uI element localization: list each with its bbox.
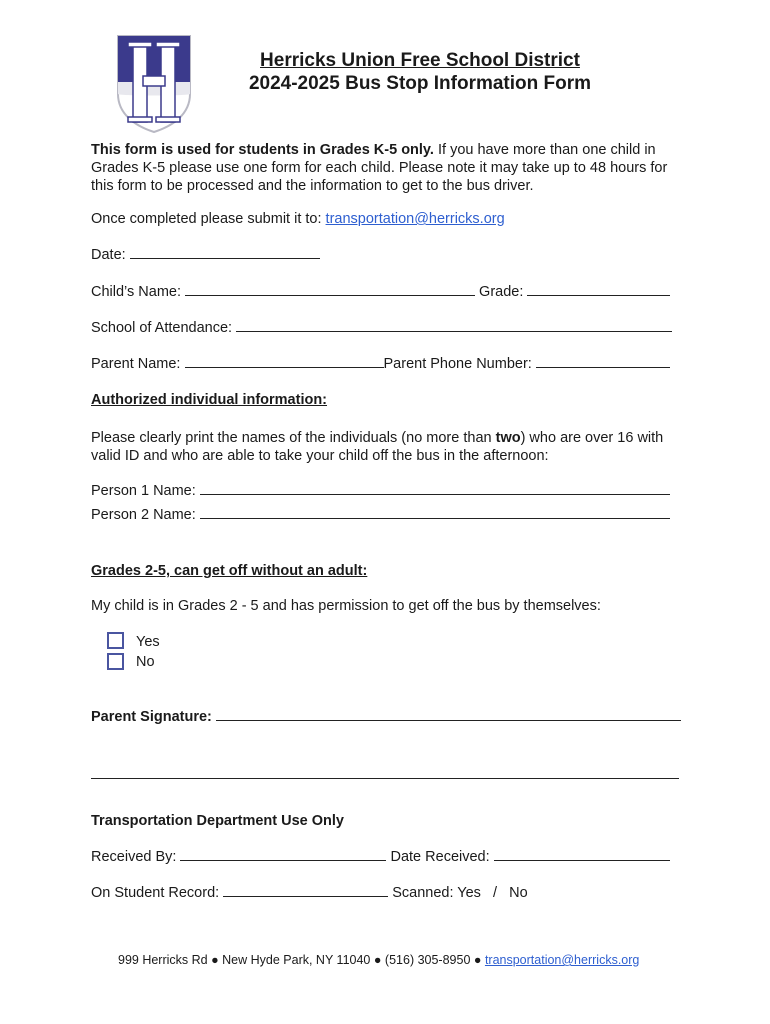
authorized-text-before: Please clearly print the names of the individuals (no more than — [91, 430, 496, 446]
person1-label: Person 1 Name: — [91, 483, 200, 499]
parent-field — [91, 356, 670, 372]
date-field — [91, 247, 320, 263]
grade-input-line[interactable] — [527, 294, 670, 296]
date-label: Date: — [91, 247, 130, 263]
child-name-label: Child’s Name: — [91, 284, 186, 300]
person1-field — [91, 483, 670, 499]
footer-phone: (516) 305-8950 — [384, 953, 471, 967]
grades25-statement: My child is in Grades 2 - 5 and has permission to get off the bus by themselves: — [91, 598, 601, 614]
footer-bullet-2: ● — [373, 953, 382, 967]
parent-name-input-line[interactable] — [185, 366, 384, 368]
submit-email-link[interactable]: transportation@herricks.org — [325, 211, 505, 227]
person2-field — [91, 507, 670, 523]
parent-name-label: Parent Name: — [91, 356, 185, 372]
signature-label: Parent Signature: — [91, 709, 216, 725]
parent-phone-label: Parent Phone Number: — [383, 356, 536, 372]
footer-email-link[interactable]: transportation@herricks.org — [484, 953, 640, 967]
parent-phone-input-line[interactable] — [536, 366, 670, 368]
on-student-record-input-line[interactable] — [223, 895, 388, 897]
school-label: School of Attendance: — [91, 320, 237, 336]
authorized-text-bold: two — [495, 430, 521, 446]
received-by-input-line[interactable] — [180, 859, 386, 861]
received-field — [91, 849, 670, 865]
footer-city: New Hyde Park, NY 11040 — [222, 953, 371, 967]
transport-heading: Transportation Department Use Only — [91, 813, 344, 829]
school-field — [91, 320, 672, 336]
intro-paragraph — [91, 141, 691, 195]
child-name-input-line[interactable] — [185, 294, 475, 296]
no-checkbox[interactable] — [107, 653, 124, 670]
child-name-field — [91, 284, 670, 300]
on-student-record-label: On Student Record: — [91, 885, 224, 901]
date-received-label: Date Received: — [386, 849, 494, 865]
authorized-heading: Authorized individual information: — [91, 392, 328, 408]
footer-bullet-3: ● — [473, 953, 482, 967]
footer — [118, 953, 639, 967]
signature-field — [91, 709, 681, 725]
grades25-heading: Grades 2-5, can get off without an adult: — [91, 563, 368, 579]
submit-label: Once completed please submit it to: — [91, 211, 326, 227]
form-title-line2: 2024-2025 Bus Stop Information Form — [248, 73, 592, 94]
person1-input-line[interactable] — [200, 493, 670, 495]
separator-line — [91, 778, 679, 779]
received-by-label: Received By: — [91, 849, 181, 865]
intro-rest: If you have more than one child in Grades K-5 please use one form for each child. Please note it may take up to 48 hours for this form to be processed and the information to get to the bus driver. — [91, 142, 668, 194]
person2-label: Person 2 Name: — [91, 507, 200, 523]
grade-label: Grade: — [475, 284, 528, 300]
yes-label: Yes — [136, 634, 160, 650]
intro-bold: This form is used for students in Grades K-5 only. — [91, 142, 434, 158]
no-label: No — [136, 654, 155, 670]
person2-input-line[interactable] — [200, 517, 670, 519]
scanned-label: Scanned: Yes / No — [388, 885, 528, 901]
date-received-input-line[interactable] — [494, 859, 670, 861]
authorized-text-after: ) who are over 16 with valid ID and who are able to take your child off the bus in the afternoon: — [91, 430, 664, 464]
submit-line — [91, 211, 505, 227]
form-title-line1: Herricks Union Free School District — [260, 50, 580, 71]
footer-bullet-1: ● — [211, 953, 219, 967]
footer-address: 999 Herricks Rd — [118, 953, 208, 967]
record-field — [91, 885, 528, 901]
date-input-line[interactable] — [130, 257, 320, 259]
signature-input-line[interactable] — [216, 719, 681, 721]
authorized-instructions — [91, 429, 691, 465]
school-input-line[interactable] — [236, 330, 672, 332]
yes-checkbox[interactable] — [107, 632, 124, 649]
